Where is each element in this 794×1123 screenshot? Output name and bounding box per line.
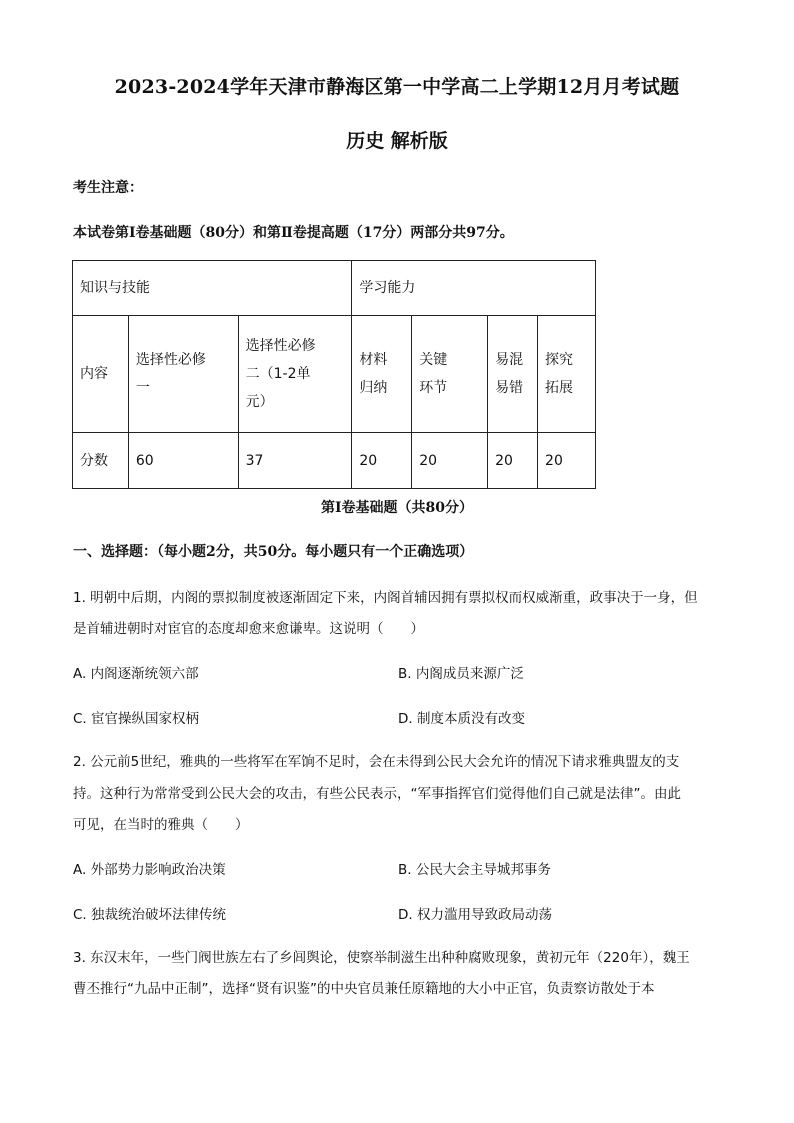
table-row — [73, 316, 596, 433]
question-1-option-d: D. 制度本质没有改变 — [398, 711, 525, 727]
score-cell: 20 — [412, 433, 488, 489]
confuse-cell — [488, 316, 538, 433]
question-3-line-2: 曹丕推行“九品中正制”，选择“贤有识鉴”的中央官员兼任原籍地的大小中正官，负责察访散处于本 — [73, 981, 655, 997]
table-row — [73, 433, 596, 489]
cell-line: 选择性必修 — [245, 338, 316, 354]
group-knowledge-cell: 知识与技能 — [73, 261, 352, 316]
question-2-option-b: B. 公民大会主导城邦事务 — [398, 862, 551, 878]
score-cell: 20 — [352, 433, 412, 489]
notice-label: 考生注意： — [73, 180, 143, 196]
cell-line: 拓展 — [545, 380, 574, 396]
question-2-option-c: C. 独裁统治破坏法律传统 — [73, 907, 227, 923]
cell-line: 探究 — [545, 352, 574, 368]
cell-line: 环节 — [419, 380, 448, 396]
question-2-line-2: 持。这种行为常常受到公民大会的攻击，有些公民表示，“军事指挥官们觉得他们自己就是法律”。由此 — [73, 786, 681, 802]
table-row — [73, 261, 596, 316]
required-2-cell — [238, 316, 352, 433]
question-1-option-b: B. 内阁成员来源广泛 — [398, 666, 524, 682]
question-2-line-1: 2. 公元前5世纪，雅典的一些将军在军饷不足时，会在未得到公民大会允许的情况下请求雅典盟友的支 — [73, 754, 680, 770]
part1-title: 第Ⅰ卷基础题（共80分） — [320, 500, 474, 516]
material-cell — [352, 316, 412, 433]
document-title: 2023-2024学年天津市静海区第一中学高二上学期12月月考试题 — [114, 76, 680, 98]
cell-line: 一 — [135, 380, 150, 396]
cell-line: 选择性必修 — [135, 352, 206, 368]
group-ability-cell: 学习能力 — [352, 261, 596, 316]
score-cell: 20 — [538, 433, 596, 489]
key-link-cell — [412, 316, 488, 433]
cell-line: 易错 — [495, 380, 524, 396]
question-2-option-a: A. 外部势力影响政治决策 — [73, 862, 226, 878]
content-label-cell: 内容 — [73, 316, 129, 433]
explore-cell — [538, 316, 596, 433]
required-1-cell — [128, 316, 238, 433]
score-cell: 20 — [488, 433, 538, 489]
question-3-line-1: 3. 东汉末年，一些门阀世族左右了乡闾舆论，使察举制滋生出种种腐败现象，黄初元年（220年），魏王 — [73, 950, 690, 966]
score-table — [72, 260, 596, 489]
question-2-line-3: 可见，在当时的雅典（ ） — [73, 817, 249, 833]
notice-intro: 本试卷第Ⅰ卷基础题（80分）和第Ⅱ卷提高题（17分）两部分共97分。 — [73, 225, 514, 241]
cell-line: 归纳 — [359, 380, 388, 396]
question-1-line-2: 是首辅进朝时对宦官的态度却愈来愈谦卑。这说明（ ） — [73, 621, 424, 637]
section-title: 一、选择题：（每小题2分，共50分。每小题只有一个正确选项） — [73, 544, 474, 560]
question-1-line-1: 1. 明朝中后期，内阁的票拟制度被逐渐固定下来，内阁首辅因拥有票拟权而权威渐重，政事决于一身，但 — [73, 590, 698, 606]
question-1-option-a: A. 内阁逐渐统领六部 — [73, 666, 199, 682]
document-subtitle: 历史 解析版 — [346, 130, 448, 152]
question-2-option-d: D. 权力滥用导致政局动荡 — [398, 907, 552, 923]
cell-line: 元） — [245, 394, 274, 410]
cell-line: 易混 — [495, 352, 524, 368]
cell-line: 关键 — [419, 352, 448, 368]
question-1-option-c: C. 宦官操纵国家权柄 — [73, 711, 200, 727]
score-cell: 60 — [128, 433, 238, 489]
score-cell: 37 — [238, 433, 352, 489]
cell-line: 二（1-2单 — [245, 366, 311, 382]
cell-line: 材料 — [359, 352, 388, 368]
score-label-cell: 分数 — [73, 433, 129, 489]
